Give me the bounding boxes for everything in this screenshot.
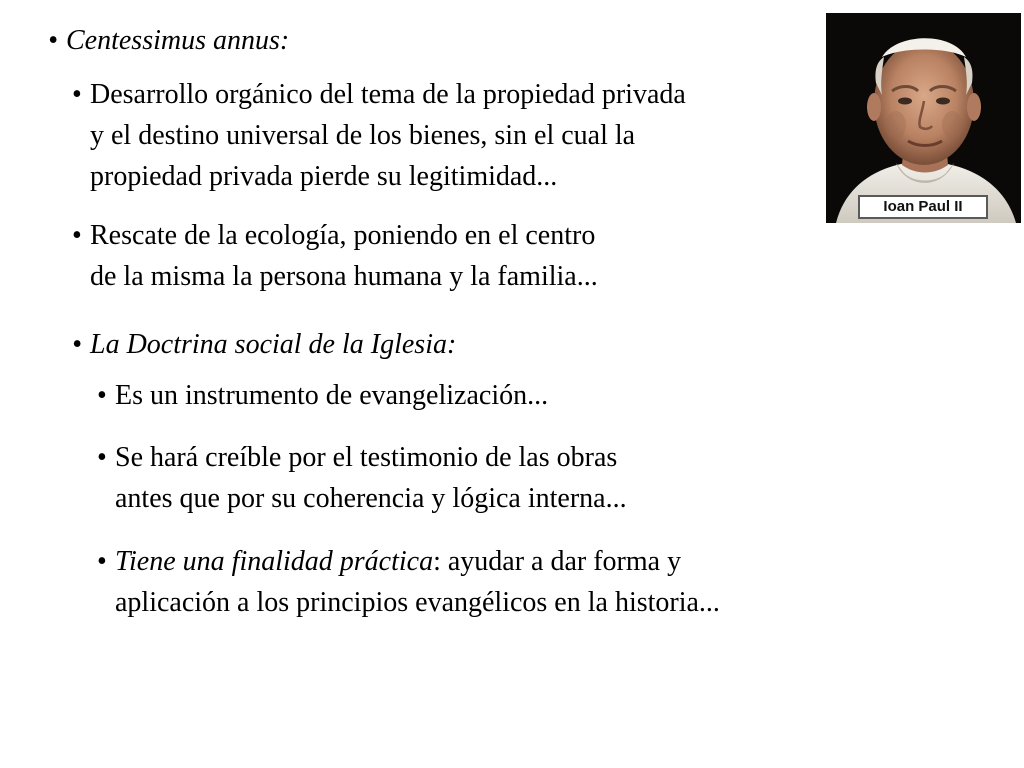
bullet-dot: • (72, 329, 82, 360)
bullet-text-line (115, 541, 720, 582)
bullet-text-italic: Tiene una finalidad práctica (115, 546, 434, 577)
bullet-dot: • (72, 220, 82, 251)
portrait-photo (826, 13, 1021, 223)
bullet-text-rest: : ayudar a dar forma y (433, 546, 682, 577)
bullet-text: Es un instrumento de evangelización... (115, 380, 549, 411)
bullet-text-line: de la misma la persona humana y la familia... (90, 261, 598, 292)
bullet-dot: • (97, 442, 107, 473)
bullet-dot: • (97, 380, 107, 411)
bullet-text-line: antes que por su coherencia y lógica interna... (115, 483, 627, 514)
bullet-text: Centessimus annus: (66, 25, 290, 56)
bullet-finalidad-practica (97, 541, 720, 623)
bullet-dot: • (48, 25, 58, 56)
portrait-caption: Ioan Paul II (858, 195, 988, 219)
bullet-text-line: Rescate de la ecología, poniendo en el centro (90, 220, 596, 251)
bullet-dot: • (97, 546, 107, 577)
bullet-dot: • (72, 79, 82, 110)
bullet-doctrina-social (72, 324, 457, 365)
bullet-text-line: y el destino universal de los bienes, sin el cual la (90, 120, 636, 151)
bullet-text-line: Desarrollo orgánico del tema de la propiedad privada (90, 79, 686, 110)
bullet-centessimus-annus (48, 20, 290, 61)
bullet-testimonio (97, 437, 627, 519)
bullet-text-line: propiedad privada pierde su legitimidad... (90, 161, 558, 192)
bullet-text-line: Se hará creíble por el testimonio de las obras (115, 442, 618, 473)
bullet-propiedad-privada (72, 74, 686, 197)
bullet-ecologia (72, 215, 598, 297)
bullet-text-line: aplicación a los principios evangélicos en la historia... (115, 587, 720, 618)
bullet-evangelizacion (97, 375, 549, 416)
portrait-illustration (826, 13, 1021, 223)
bullet-text: La Doctrina social de la Iglesia: (90, 329, 457, 360)
